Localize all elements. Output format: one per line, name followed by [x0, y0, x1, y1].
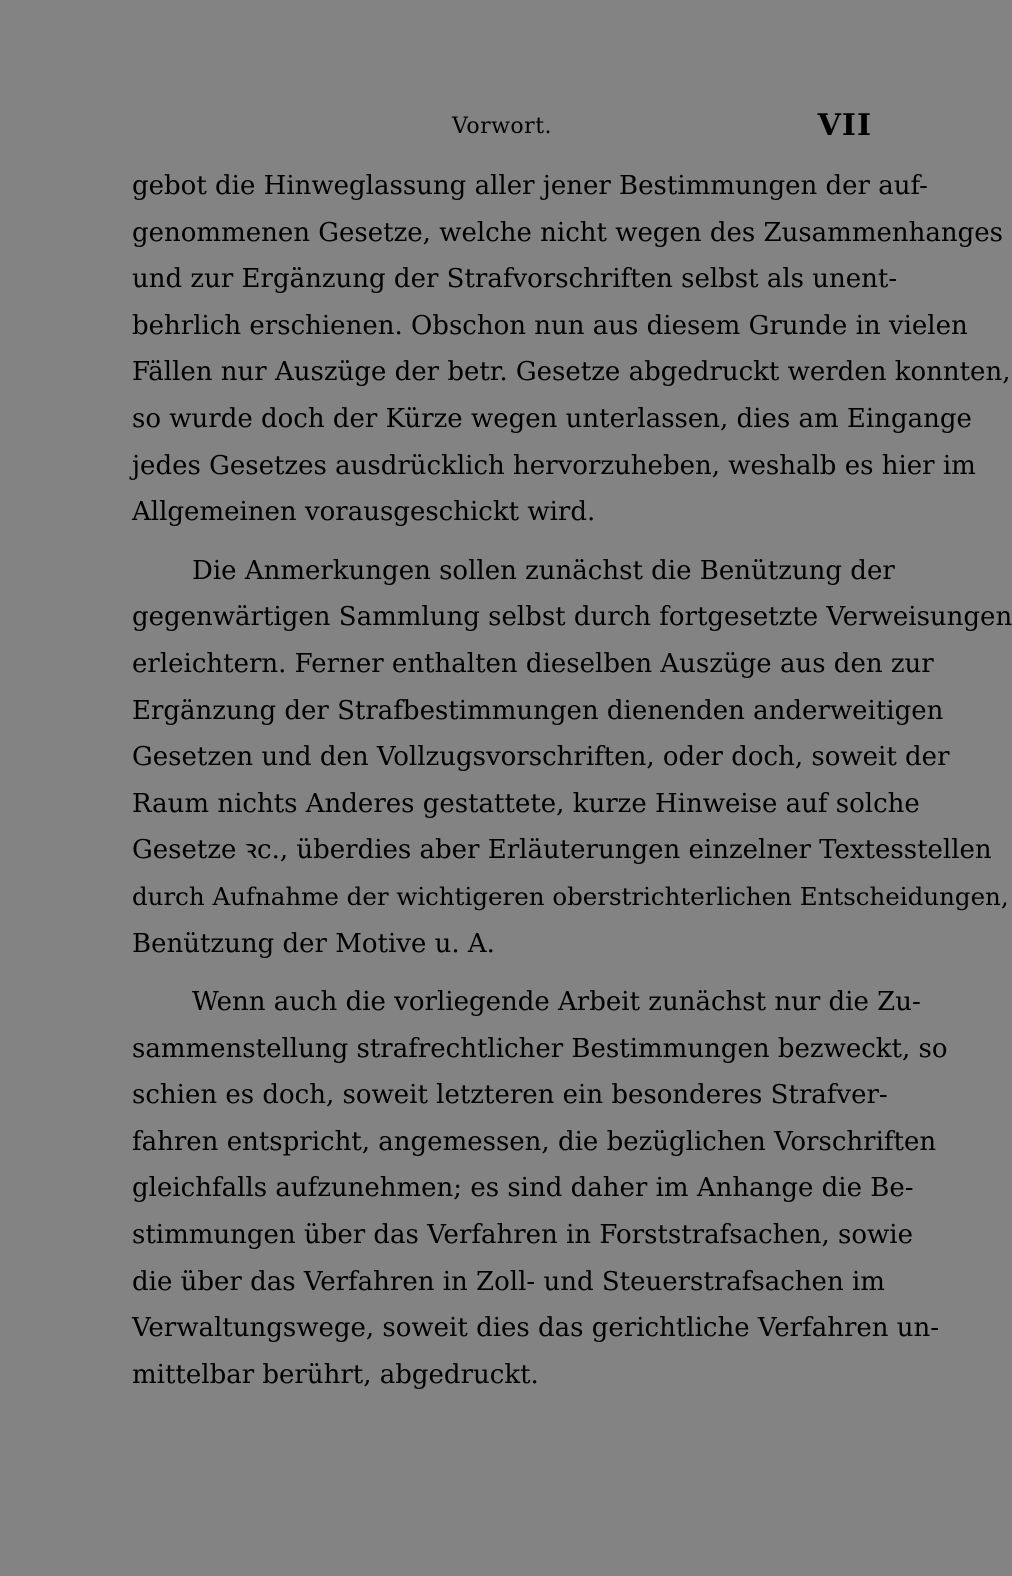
- text-line: Fällen nur Auszüge der betr. Gesetze abgedruckt werden konnten,: [132, 357, 1011, 388]
- text-line: fahren entspricht, angemessen, die bezüglichen Vorschriften: [132, 1126, 937, 1157]
- text-line: Verwaltungswege, soweit dies das gerichtliche Verfahren un-: [132, 1313, 940, 1344]
- body-text: [132, 163, 1012, 1398]
- text-line: mittelbar berührt, abgedruckt.: [132, 1359, 539, 1390]
- paragraph: [132, 163, 1011, 536]
- text-line: sammenstellung strafrechtlicher Bestimmungen bezweckt, so: [132, 1033, 948, 1064]
- text-line: gegenwärtigen Sammlung selbst durch fortgesetzte Verweisungen: [132, 602, 1012, 633]
- text-line: durch Aufnahme der wichtigeren oberstrichterlichen Entscheidungen,: [132, 881, 1009, 911]
- page-number: VII: [817, 108, 872, 143]
- paragraph: [132, 548, 1012, 967]
- text-line: Ergänzung der Strafbestimmungen dienenden anderweitigen: [132, 695, 944, 726]
- text-line: genommenen Gesetze, welche nicht wegen des Zusammenhanges: [132, 217, 1003, 248]
- text-line: behrlich erschienen. Obschon nun aus diesem Grunde in vielen: [132, 310, 968, 341]
- running-head: [132, 108, 872, 148]
- text-line: Benützung der Motive u. A.: [132, 928, 495, 959]
- text-line: Wenn auch die vorliegende Arbeit zunächst nur die Zu-: [192, 987, 921, 1018]
- text-line: so wurde doch der Kürze wegen unterlassen, dies am Eingange: [132, 403, 972, 434]
- text-line: jedes Gesetzes ausdrücklich hervorzuheben, weshalb es hier im: [132, 450, 976, 481]
- text-line: Die Anmerkungen sollen zunächst die Benützung der: [192, 555, 895, 586]
- text-line: Raum nichts Anderes gestattete, kurze Hinweise auf solche: [132, 788, 920, 819]
- text-line: die über das Verfahren in Zoll- und Steuerstrafsachen im: [132, 1266, 885, 1297]
- text-line: stimmungen über das Verfahren in Forststrafsachen, sowie: [132, 1220, 913, 1251]
- text-line: Gesetze ꝛc., überdies aber Erläuterungen einzelner Textesstellen: [132, 835, 992, 866]
- text-line: und zur Ergänzung der Strafvorschriften selbst als unent-: [132, 264, 898, 295]
- text-line: erleichtern. Ferner enthalten dieselben Auszüge aus den zur: [132, 648, 934, 679]
- text-line: Allgemeinen vorausgeschickt wird.: [132, 497, 596, 528]
- text-line: gleichfalls aufzunehmen; es sind daher im Anhange die Be-: [132, 1173, 914, 1204]
- text-line: gebot die Hinweglassung aller jener Bestimmungen der auf-: [132, 171, 928, 201]
- paragraph: [132, 979, 948, 1398]
- text-line: Gesetzen und den Vollzugsvorschriften, oder doch, soweit der: [132, 742, 950, 773]
- text-line: schien es doch, soweit letzteren ein besonderes Strafver-: [132, 1080, 888, 1111]
- running-title: Vorwort.: [451, 114, 553, 139]
